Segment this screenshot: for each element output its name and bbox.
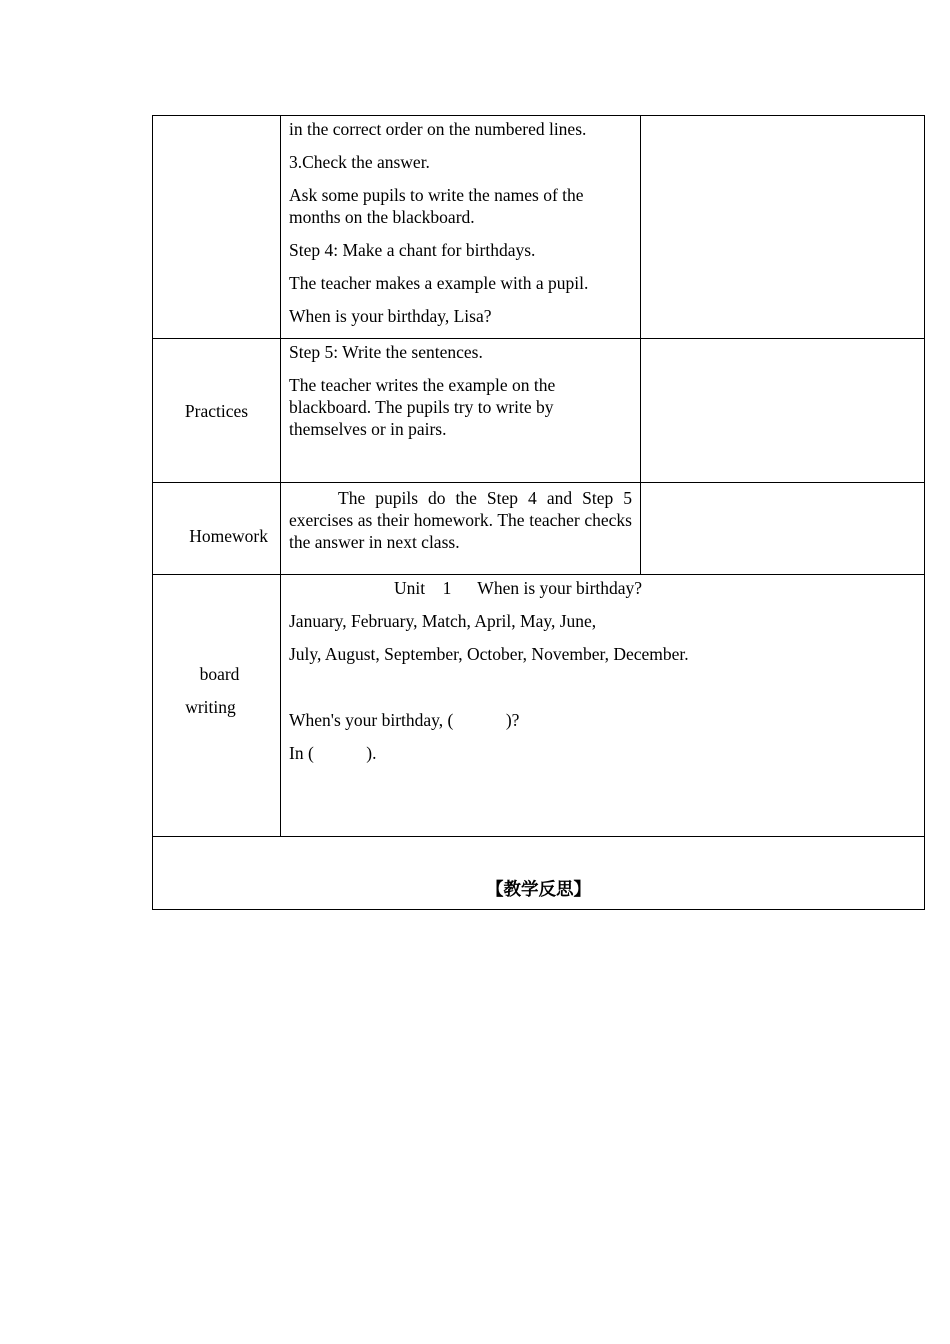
- homework-notes-cell: [641, 483, 925, 575]
- board-writing-answer: In ( ).: [289, 743, 377, 763]
- practices-content-cell: [281, 339, 641, 483]
- table-row-practices: [153, 339, 925, 483]
- board-writing-label-line2: writing: [185, 696, 236, 717]
- procedure-notes-cell: [641, 116, 925, 339]
- table-row-board-writing: [153, 575, 925, 837]
- board-writing-spacer: [281, 676, 924, 698]
- board-writing-label: [153, 575, 281, 837]
- reflection-heading: 【教学反思】: [153, 837, 925, 910]
- practices-line: Step 5: Write the sentences.: [289, 342, 483, 362]
- practices-notes-cell: [641, 339, 925, 483]
- table-row-procedure: [153, 116, 925, 339]
- homework-text: The pupils do the Step 4 and Step 5 exercises as their homework. The teacher checks the answer in next class.: [289, 488, 632, 552]
- practices-line: The teacher writes the example on the blackboard. The pupils try to write by themselves or in pairs.: [289, 375, 556, 439]
- procedure-line: Ask some pupils to write the names of the months on the blackboard.: [289, 185, 584, 227]
- lesson-plan-table: [152, 115, 925, 910]
- table-row-homework: [153, 483, 925, 575]
- homework-content-cell: [281, 483, 641, 575]
- procedure-line: in the correct order on the numbered lines.: [289, 119, 587, 139]
- board-writing-title: Unit 1 When is your birthday?: [394, 578, 643, 598]
- procedure-content-cell: [281, 116, 641, 339]
- procedure-label-cell: [153, 116, 281, 339]
- procedure-line: Step 4: Make a chant for birthdays.: [289, 240, 536, 260]
- procedure-line: The teacher makes a example with a pupil.: [289, 273, 589, 293]
- board-writing-months-1: January, February, Match, April, May, June,: [289, 611, 597, 631]
- board-writing-question: When's your birthday, ( )?: [289, 710, 520, 730]
- procedure-line: When is your birthday, Lisa?: [289, 306, 492, 326]
- board-writing-label-line1: board: [199, 663, 240, 684]
- table-row-reflection: [153, 837, 925, 910]
- practices-label: Practices: [153, 339, 281, 483]
- board-writing-content-cell: [281, 575, 925, 837]
- homework-label: Homework: [153, 483, 281, 575]
- procedure-line: 3.Check the answer.: [289, 152, 430, 172]
- board-writing-months-2: July, August, September, October, November, December.: [289, 644, 689, 664]
